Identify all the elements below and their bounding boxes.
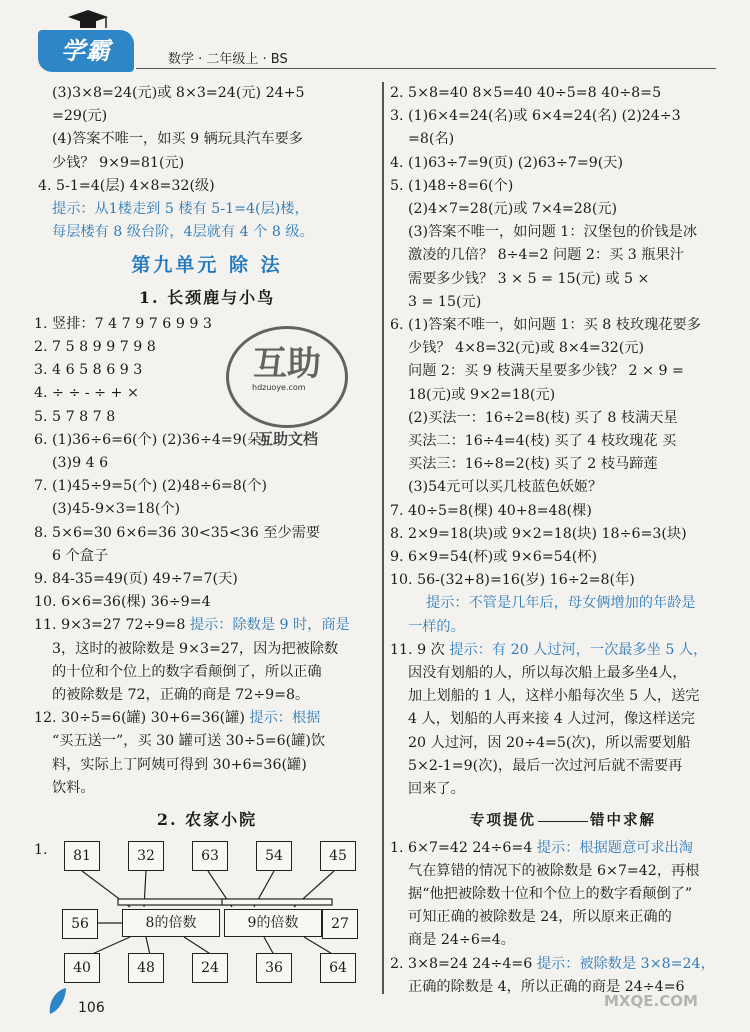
hint-label: 提示 <box>536 839 566 856</box>
special-section-title: 专项提优 错中求解 <box>470 812 656 830</box>
question-number: 1. <box>34 842 48 859</box>
answer-line: 7. 40÷5=8(棵) 40+8=48(棵) <box>390 502 592 519</box>
answer-line: 买法三：16÷8=2(枝) 买了 2 枝马蹄莲 <box>408 456 658 473</box>
hint-line: 提示：从1楼走到 5 楼有 5-1=4(层)楼， <box>52 201 309 218</box>
answer-line: 5. (1)48÷8=6(个) <box>390 177 514 194</box>
answer-line: 料，实际上丁阿姨可得到 30+6=36(罐) <box>52 756 307 773</box>
answer-line: (2)买法一：16÷2=8(枝) 买了 8 枝满天星 <box>408 409 678 426</box>
answer-line: =8(名) <box>408 131 455 148</box>
number-card: 63 <box>192 841 228 871</box>
section-title: 1. 长颈鹿与小鸟 <box>138 287 276 307</box>
answer-line: 问题 2：买 9 枝满天星要多少钱？ 2 × 9 = <box>408 363 684 380</box>
sorting-diagram <box>34 835 374 985</box>
answer-line: 4. ÷ ÷ - ÷ + × <box>34 385 139 402</box>
answer-line: (3)9 4 6 <box>52 455 109 472</box>
answer-line: 4 人，划船的人再来接 4 人过河，像这样送完 <box>408 711 695 728</box>
hint-label: 提示 <box>536 955 566 972</box>
number-card: 56 <box>62 909 98 939</box>
answer-line: 可知正确的被除数是 24，所以原来正确的 <box>408 909 672 926</box>
answer-line: 8. 2×9=18(块)或 9×2=18(块) 18÷6=3(块) <box>390 525 687 542</box>
number-card: 27 <box>322 909 358 939</box>
answer-line: 18(元)或 9×2=18(元) <box>408 386 556 403</box>
number-card: 64 <box>320 953 356 983</box>
hint-label: 提示 <box>249 710 278 727</box>
answer-line: 9. 84-35=49(页) 49÷7=7(天) <box>34 571 238 588</box>
answer-line: 5×2-1=9(次)，最后一次过河后就不需要再 <box>408 757 683 774</box>
number-card: 54 <box>256 841 292 871</box>
number-card: 40 <box>64 953 100 983</box>
answer-line: 2. 7 5 8 9 9 7 9 8 <box>34 339 156 356</box>
title-dash <box>538 821 588 822</box>
answer-line: (4)答案不唯一，如买 9 辆玩具汽车要多 <box>52 131 303 148</box>
bin-multiples-of-8: 8的倍数 <box>122 909 220 937</box>
answer-line: 买法二：16÷4=4(枝) 买了 4 枝玫瑰花 买 <box>408 433 677 450</box>
hint-label: 提示 <box>426 595 455 612</box>
left-column <box>34 82 380 985</box>
hint-label: 提示 <box>52 201 81 218</box>
answer-line: 7. (1)45÷9=5(个) (2)48÷6=8(个) <box>34 478 268 495</box>
answer-line: 因没有划船的人，所以每次船上最多坐4人， <box>408 665 687 682</box>
number-card: 24 <box>192 953 228 983</box>
answer-line: (3)45-9×3=18(个) <box>52 501 181 518</box>
answer-line: (3)答案不唯一，如问题 1：汉堡包的价钱是冰 <box>408 224 698 241</box>
answer-line: 3 = 15(元) <box>408 293 482 310</box>
answer-line: =29(元) <box>52 108 108 125</box>
answer-line: 10. 6×6=36(棵) 36÷9=4 <box>34 594 211 611</box>
answer-line: 回来了。 <box>408 781 465 798</box>
header-rule <box>136 68 716 69</box>
number-card: 48 <box>128 953 164 983</box>
number-card: 45 <box>320 841 356 871</box>
watermark-stamp: 互助 <box>226 326 348 428</box>
watermark-text: 互助文档 <box>258 430 319 448</box>
answer-line: 2. 3×8=24 24÷4=6 提示：被除数是 3×8=24， <box>390 955 715 972</box>
bin-multiples-of-9: 9的倍数 <box>224 909 322 937</box>
answer-line: (3)54元可以买几枝蓝色妖姬？ <box>408 479 603 496</box>
answer-line: 激凌的几倍？ 8÷4=2 问题 2：买 3 瓶果汁 <box>408 247 684 264</box>
hint-line: 提示：不管是几年后，母女俩增加的年龄是 <box>426 595 696 612</box>
page-number: 106 <box>78 1000 105 1016</box>
answer-line: 10. 56-(32+8)=16(岁) 16÷2=8(年) <box>390 572 635 589</box>
answer-line: 3，这时的被除数是 9×3=27，因为把被除数 <box>52 640 339 657</box>
answer-line: 6. (1)36÷6=6(个) (2)36÷4=9(朵) <box>34 431 268 448</box>
answer-line: 5. 5 7 8 7 8 <box>34 408 116 425</box>
number-card: 32 <box>128 841 164 871</box>
answer-line: 12. 30÷5=6(罐) 30+6=36(罐) 提示：根据 <box>34 710 321 727</box>
answer-line: 饮料。 <box>52 779 95 796</box>
site-watermark: MXQE.COM <box>604 992 698 1010</box>
answer-line: 的十位和个位上的数字看颠倒了，所以正确 <box>52 663 322 680</box>
answer-line: 3. 4 6 5 8 6 9 3 <box>34 362 143 379</box>
answer-line: 正确的除数是 4，所以正确的商是 24÷4=6 <box>408 978 685 995</box>
answer-line: 少钱？ 9×9=81(元) <box>52 154 185 171</box>
number-card: 36 <box>256 953 292 983</box>
answer-line: 商是 24÷6=4。 <box>408 932 515 949</box>
answer-line: 2. 5×8=40 8×5=40 40÷5=8 40÷8=5 <box>390 85 662 101</box>
section-title: 2. 农家小院 <box>156 810 258 830</box>
graduation-cap-icon <box>66 8 110 30</box>
answer-line: 9. 6×9=54(杯)或 9×6=54(杯) <box>390 549 598 566</box>
answer-line: (2)4×7=28(元)或 7×4=28(元) <box>408 201 618 218</box>
leaf-icon <box>46 986 68 1016</box>
answer-line: 4. (1)63÷7=9(页) (2)63÷7=9(天) <box>390 154 624 171</box>
answer-line: 加上划船的 1 人，这样小船每次坐 5 人，送完 <box>408 688 700 705</box>
page-header <box>0 0 750 78</box>
answer-line: 3. (1)6×4=24(名)或 6×4=24(名) (2)24÷3 <box>390 108 681 125</box>
book-subtitle: 数学 · 二年级上 · BS <box>168 52 288 67</box>
answer-line: 的被除数是 72，正确的商是 72÷9=8。 <box>52 687 310 704</box>
column-divider <box>382 82 384 994</box>
answer-line: 少钱？ 4×8=32(元)或 8×4=32(元) <box>408 340 645 357</box>
hint-line: 一样的。 <box>408 618 465 635</box>
stamp-caption: hdzuoye.com <box>252 383 306 392</box>
answer-line: 11. 9 次 提示：有 20 人过河，一次最多坐 5 人， <box>390 641 708 658</box>
hint-label: 提示 <box>449 641 478 658</box>
answer-line: 11. 9×3=27 72÷9=8 提示：除数是 9 时，商是 <box>34 617 350 634</box>
answer-line: 8. 5×6=30 6×6=36 30<35<36 至少需要 <box>34 524 321 541</box>
answer-line: 需要多少钱？ 3 × 5 = 15(元) 或 5 × <box>408 270 650 287</box>
answer-line: 气在算错的情况下的被除数是 6×7=42，再根 <box>408 862 700 879</box>
brand-logo: 学霸 <box>38 30 134 72</box>
answer-line: “买五送一”，买 30 罐可送 30÷5=6(罐)饮 <box>52 733 326 750</box>
answer-line: 据“他把被除数十位和个位上的数字看颠倒了” <box>408 885 693 902</box>
answer-line: 1. 6×7=42 24÷6=4 提示：根据题意可求出淘 <box>390 839 693 856</box>
answer-line: (3)3×8=24(元)或 8×3=24(元) 24+5 <box>52 85 305 101</box>
number-card: 81 <box>64 841 100 871</box>
right-column <box>390 82 736 999</box>
answer-line: 20 人过河，因 20÷4=5(次)，所以需要划船 <box>408 734 691 751</box>
hint-label: 提示 <box>189 617 219 634</box>
answer-line: 6 个盒子 <box>52 547 109 564</box>
unit-title: 第九单元 除 法 <box>131 254 283 277</box>
hint-line: 每层楼有 8 级台阶，4层就有 4 个 8 级。 <box>52 224 314 241</box>
answer-line: 4. 5-1=4(层) 4×8=32(级) <box>38 177 215 194</box>
answer-line: 1. 竖排：7 4 7 9 7 6 9 9 3 <box>34 315 212 332</box>
answer-line: 6. (1)答案不唯一，如问题 1：买 8 枝玫瑰花要多 <box>390 317 701 334</box>
